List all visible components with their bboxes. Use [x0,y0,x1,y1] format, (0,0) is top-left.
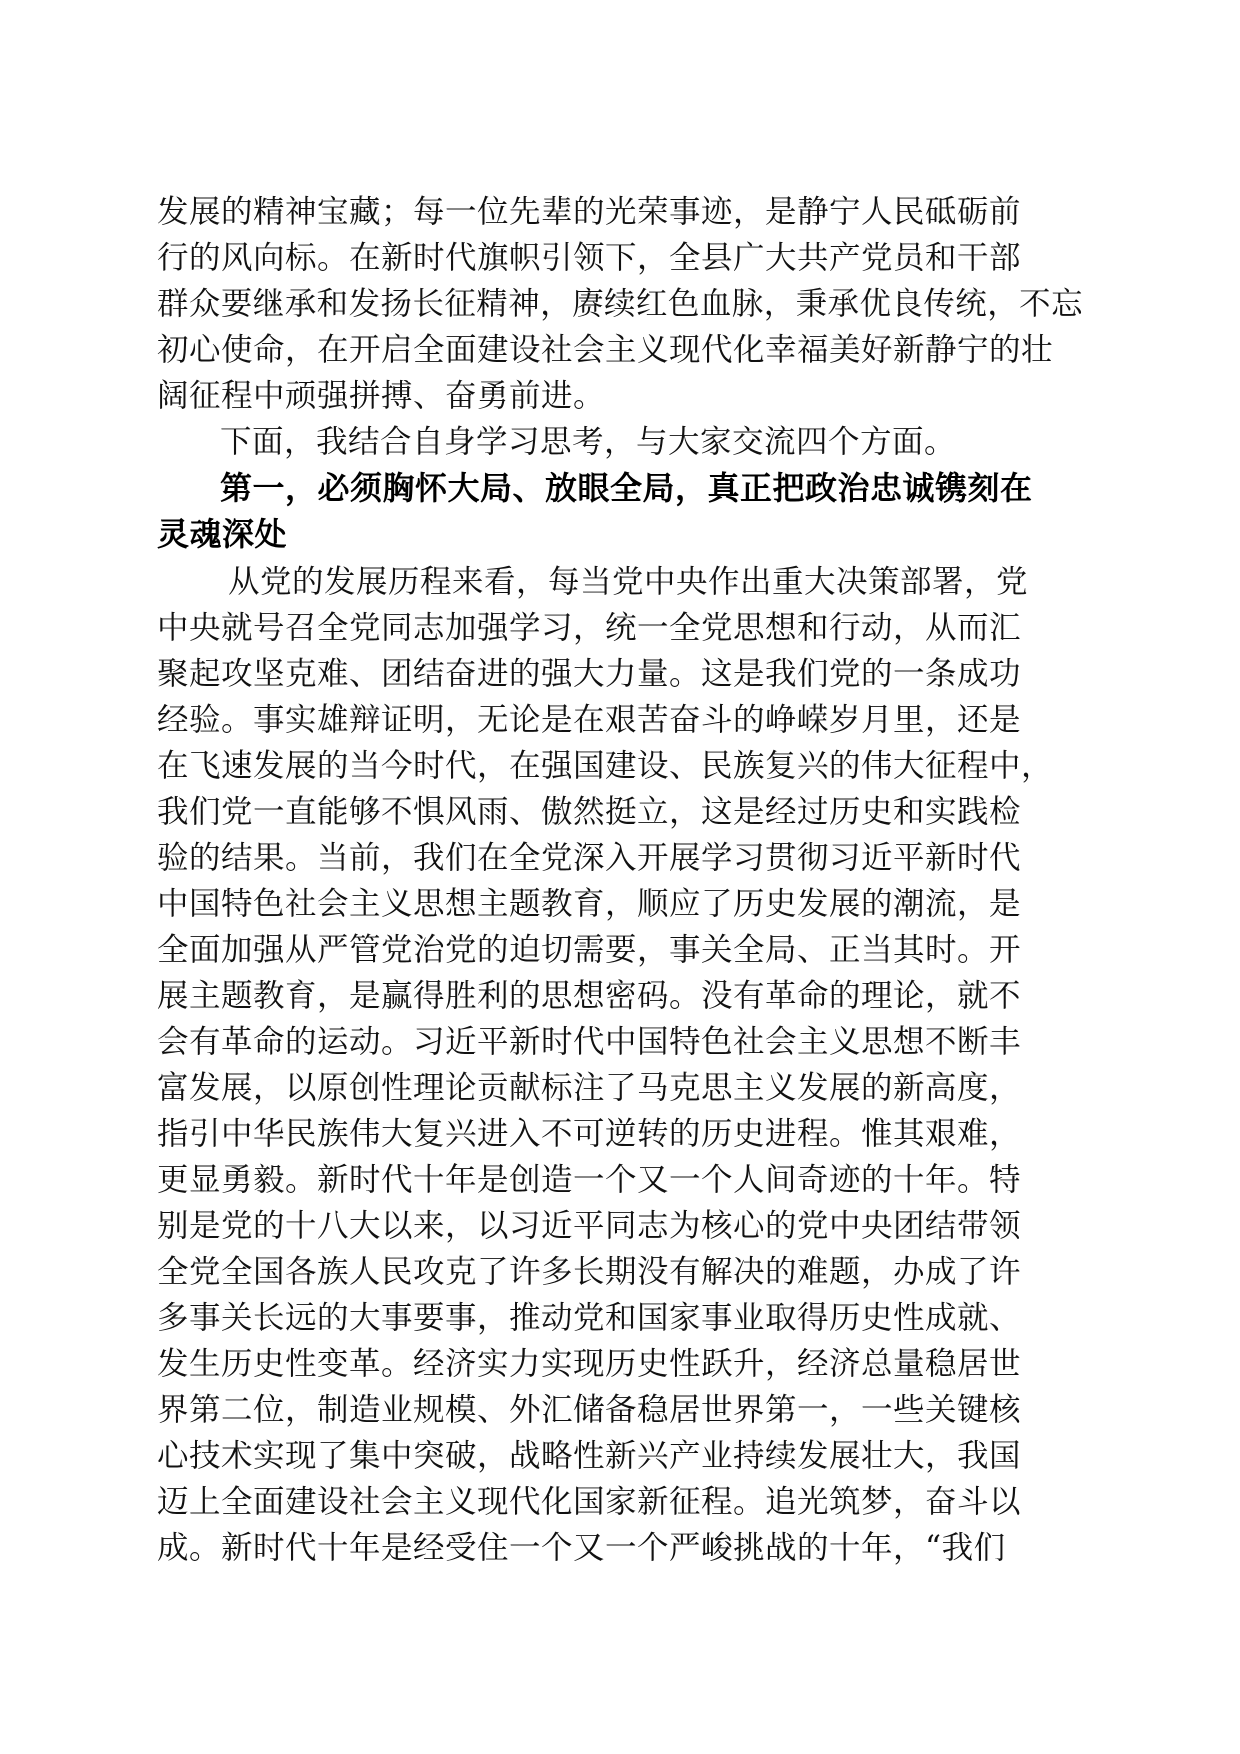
paragraph-line: 别是党的十八大以来，以习近平同志为核心的党中央团结带领 [157,1208,1022,1244]
paragraph-line: 中国特色社会主义思想主题教育，顺应了历史发展的潮流，是 [157,886,1022,922]
paragraph-line: 全面加强从严管党治党的迫切需要，事关全局、正当其时。开 [157,932,1022,968]
paragraph-line: 会有革命的运动。习近平新时代中国特色社会主义思想不断丰 [157,1024,1022,1060]
section-heading: 灵魂深处 [157,515,288,553]
paragraph-line: 展主题教育，是赢得胜利的思想密码。没有革命的理论，就不 [157,978,1022,1014]
paragraph-line: 行的风向标。在新时代旗帜引领下，全县广大共产党员和干部 [157,240,1022,276]
paragraph-line: 全党全国各族人民攻克了许多长期没有解决的难题，办成了许 [157,1254,1022,1290]
paragraph-line: 中央就号召全党同志加强学习，统一全党思想和行动，从而汇 [157,610,1022,646]
paragraph-line: 迈上全面建设社会主义现代化国家新征程。追光筑梦，奋斗以 [157,1484,1022,1520]
paragraph-line: 指引中华民族伟大复兴进入不可逆转的历史进程。惟其艰难， [157,1116,1022,1152]
paragraph-line: 多事关长远的大事要事，推动党和国家事业取得历史性成就、 [157,1300,1022,1336]
paragraph-line: 聚起攻坚克难、团结奋进的强大力量。这是我们党的一条成功 [157,656,1022,692]
paragraph-line: 阔征程中顽强拼搏、奋勇前进。 [157,378,606,414]
paragraph-line: 群众要继承和发扬长征精神，赓续红色血脉，秉承优良传统，不忘 [157,286,1084,322]
paragraph-line: 在飞速发展的当今时代，在强国建设、民族复兴的伟大征程中， [157,748,1054,784]
paragraph-line: 从党的发展历程来看，每当党中央作出重大决策部署，党 [228,564,1029,600]
paragraph-line: 经验。事实雄辩证明，无论是在艰苦奋斗的峥嵘岁月里，还是 [157,702,1022,738]
paragraph-line: 界第二位，制造业规模、外汇储备稳居世界第一，一些关键核 [157,1392,1022,1428]
paragraph-line: 发生历史性变革。经济实力实现历史性跃升，经济总量稳居世 [157,1346,1022,1382]
paragraph-line: 成。新时代十年是经受住一个又一个严峻挑战的十年，“我们 [157,1530,1006,1566]
paragraph-line: 心技术实现了集中突破，战略性新兴产业持续发展壮大，我国 [157,1438,1022,1474]
paragraph-line: 下面，我结合自身学习思考，与大家交流四个方面。 [220,424,957,460]
paragraph-line: 富发展，以原创性理论贡献标注了马克思主义发展的新高度， [157,1070,1022,1106]
paragraph-line: 更显勇毅。新时代十年是创造一个又一个人间奇迹的十年。特 [157,1162,1022,1198]
section-heading: 第一，必须胸怀大局、放眼全局，真正把政治忠诚镌刻在 [220,469,1033,507]
paragraph-line: 验的结果。当前，我们在全党深入开展学习贯彻习近平新时代 [157,840,1022,876]
paragraph-line: 发展的精神宝藏；每一位先辈的光荣事迹，是静宁人民砥砺前 [157,194,1022,230]
paragraph-line: 初心使命，在开启全面建设社会主义现代化幸福美好新静宁的壮 [157,332,1054,368]
paragraph-line: 我们党一直能够不惧风雨、傲然挺立，这是经过历史和实践检 [157,794,1022,830]
